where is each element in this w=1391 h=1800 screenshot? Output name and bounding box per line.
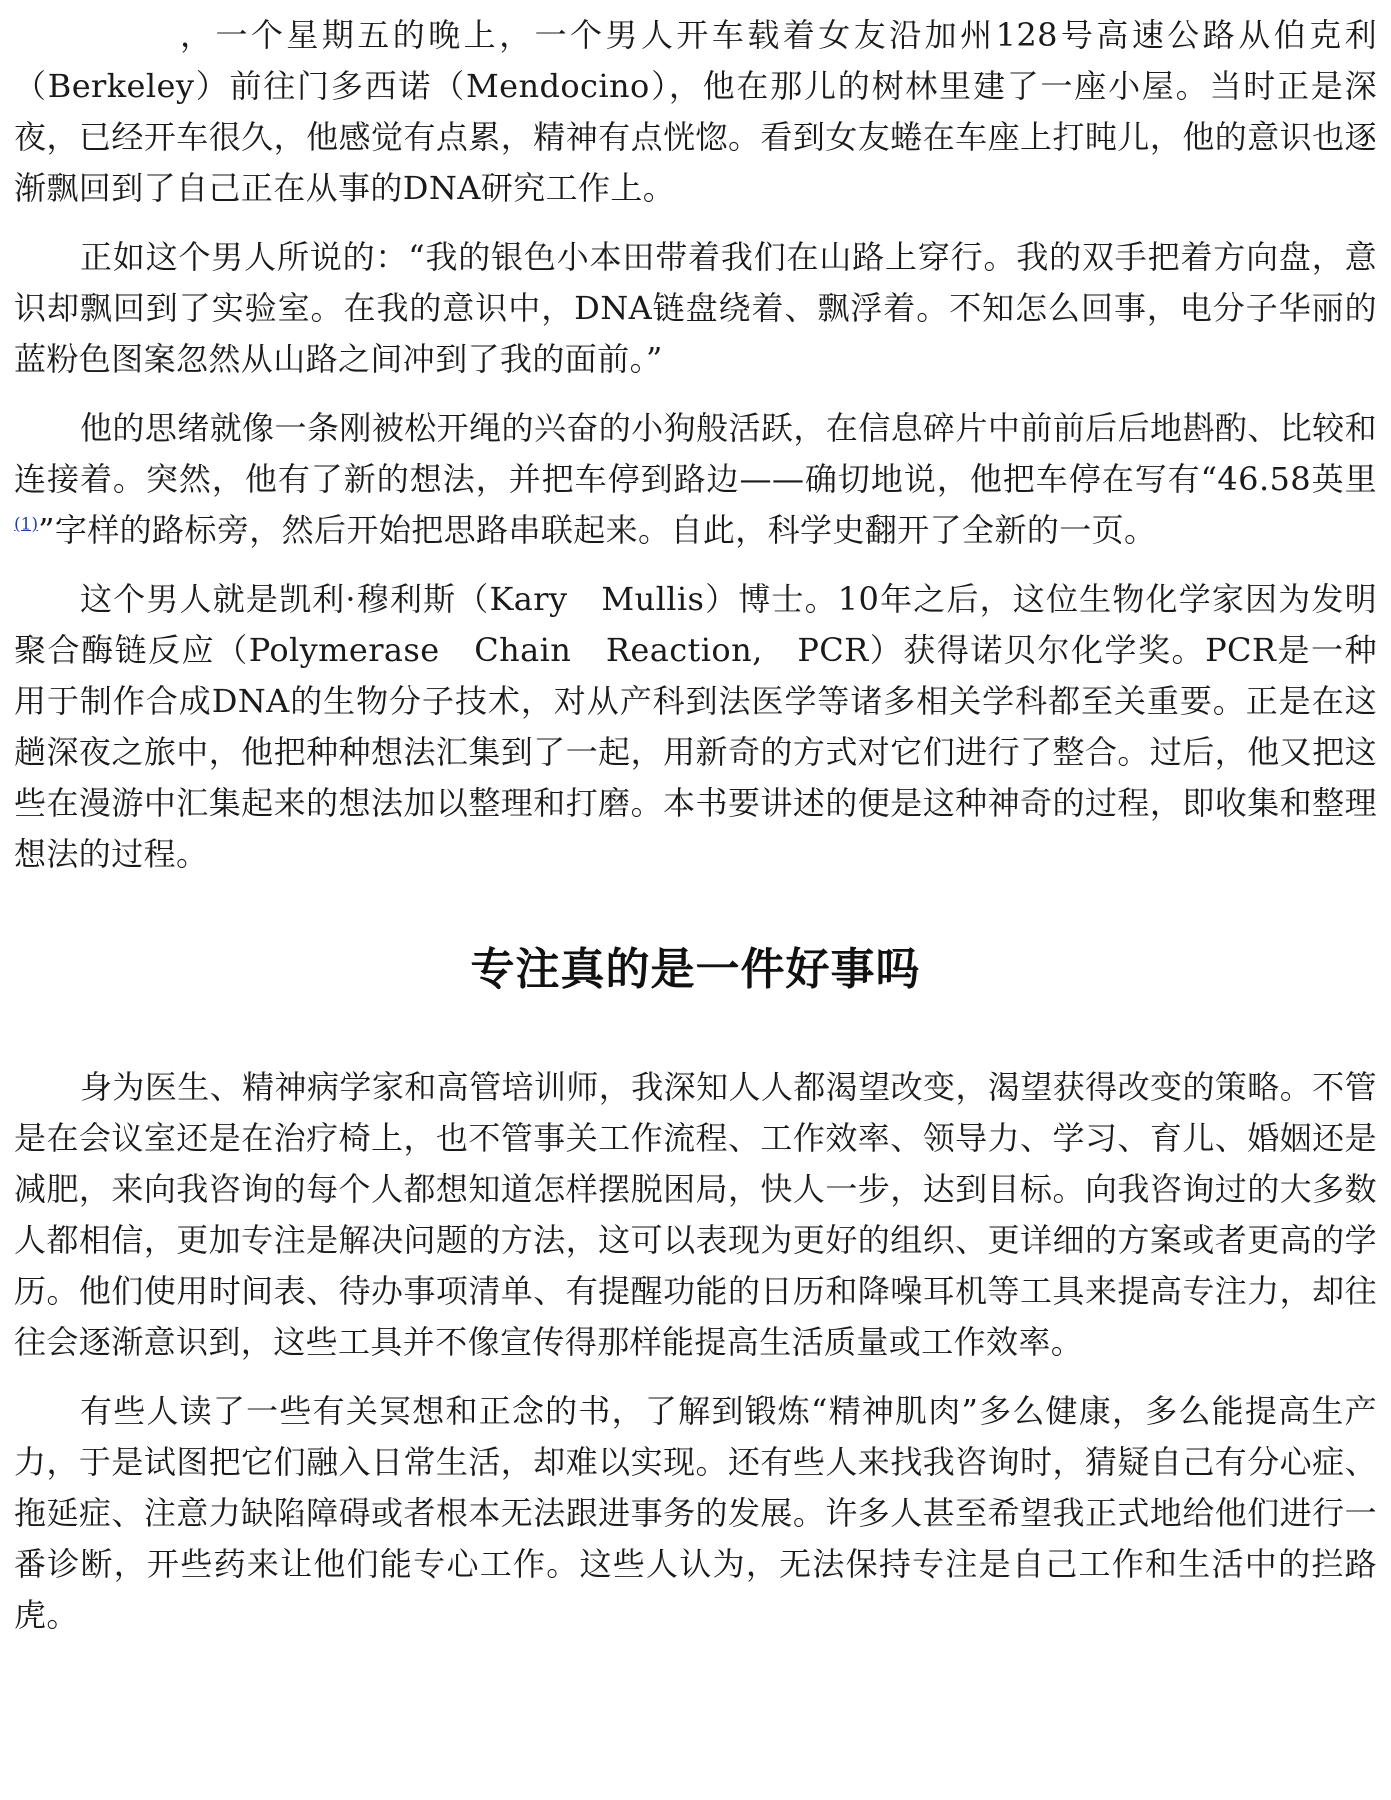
- paragraph-intro-3-text-b: ”字样的路标旁，然后开始把思路串联起来。自此，科学史翻开了全新的一页。: [38, 511, 1157, 549]
- paragraph-intro-3-text-a: 他的思绪就像一条刚被松开绳的兴奋的小狗般活跃，在信息碎片中前前后后地斟酌、比较和连接着。突然，他有了新的想法，并把车停到路边——确切地说，他把车停在写有“46.58英里: [14, 409, 1377, 498]
- paragraph-intro-2: 正如这个男人所说的：“我的银色小本田带着我们在山路上穿行。我的双手把着方向盘，意识却飘回到了实验室。在我的意识中，DNA链盘绕着、飘浮着。不知怎么回事，电分子华丽的蓝粉色图案忽然从山路之间冲到了我的面前。”: [14, 238, 1377, 378]
- paragraph-intro-1: ，一个星期五的晚上，一个男人开车载着女友沿加州128号高速公路从伯克利（Berkeley）前往门多西诺（Mendocino），他在那儿的树林里建了一座小屋。当时正是深夜，已经开车很久，他感觉有点累，精神有点恍惚。看到女友蜷在车座上打盹儿，他的意识也逐渐飘回到了自己正在从事的DNA研究工作上。: [14, 16, 1377, 207]
- paragraph-intro-3: [14, 403, 1377, 556]
- paragraph-intro-4: 这个男人就是凯利·穆利斯（Kary Mullis）博士。10年之后，这位生物化学家因为发明聚合酶链反应（Polymerase Chain Reaction, PCR）获得诺贝尔化学奖。PCR是一种用于制作合成DNA的生物分子技术，对从产科到法医学等诸多相关学科都至关重要。正是在这趟深夜之旅中，他把种种想法汇集到了一起，用新奇的方式对它们进行了整合。过后，他又把这些在漫游中汇集起来的想法加以整理和打磨。本书要讲述的便是这种神奇的过程，即收集和整理想法的过程。: [14, 580, 1377, 873]
- footnote-link[interactable]: (1): [14, 514, 39, 535]
- document-page: [14, 10, 1377, 1659]
- paragraph-section-2: 有些人读了一些有关冥想和正念的书，了解到锻炼“精神肌肉”多么健康，多么能提高生产力，于是试图把它们融入日常生活，却难以实现。还有些人来找我咨询时，猜疑自己有分心症、拖延症、注意力缺陷障碍或者根本无法跟进事务的发展。许多人甚至希望我正式地给他们进行一番诊断，开些药来让他们能专心工作。这些人认为，无法保持专注是自己工作和生活中的拦路虎。: [14, 1392, 1377, 1634]
- paragraph-section-1: 身为医生、精神病学家和高管培训师，我深知人人都渴望改变，渴望获得改变的策略。不管是在会议室还是在治疗椅上，也不管事关工作流程、工作效率、领导力、学习、育儿、婚姻还是减肥，来向我咨询的每个人都想知道怎样摆脱困局，快人一步，达到目标。向我咨询过的大多数人都相信，更加专注是解决问题的方法，这可以表现为更好的组织、更详细的方案或者更高的学历。他们使用时间表、待办事项清单、有提醒功能的日历和降噪耳机等工具来提高专注力，却往往会逐渐意识到，这些工具并不像宣传得那样能提高生活质量或工作效率。: [14, 1068, 1377, 1361]
- section-heading: 专注真的是一件好事吗: [470, 944, 921, 995]
